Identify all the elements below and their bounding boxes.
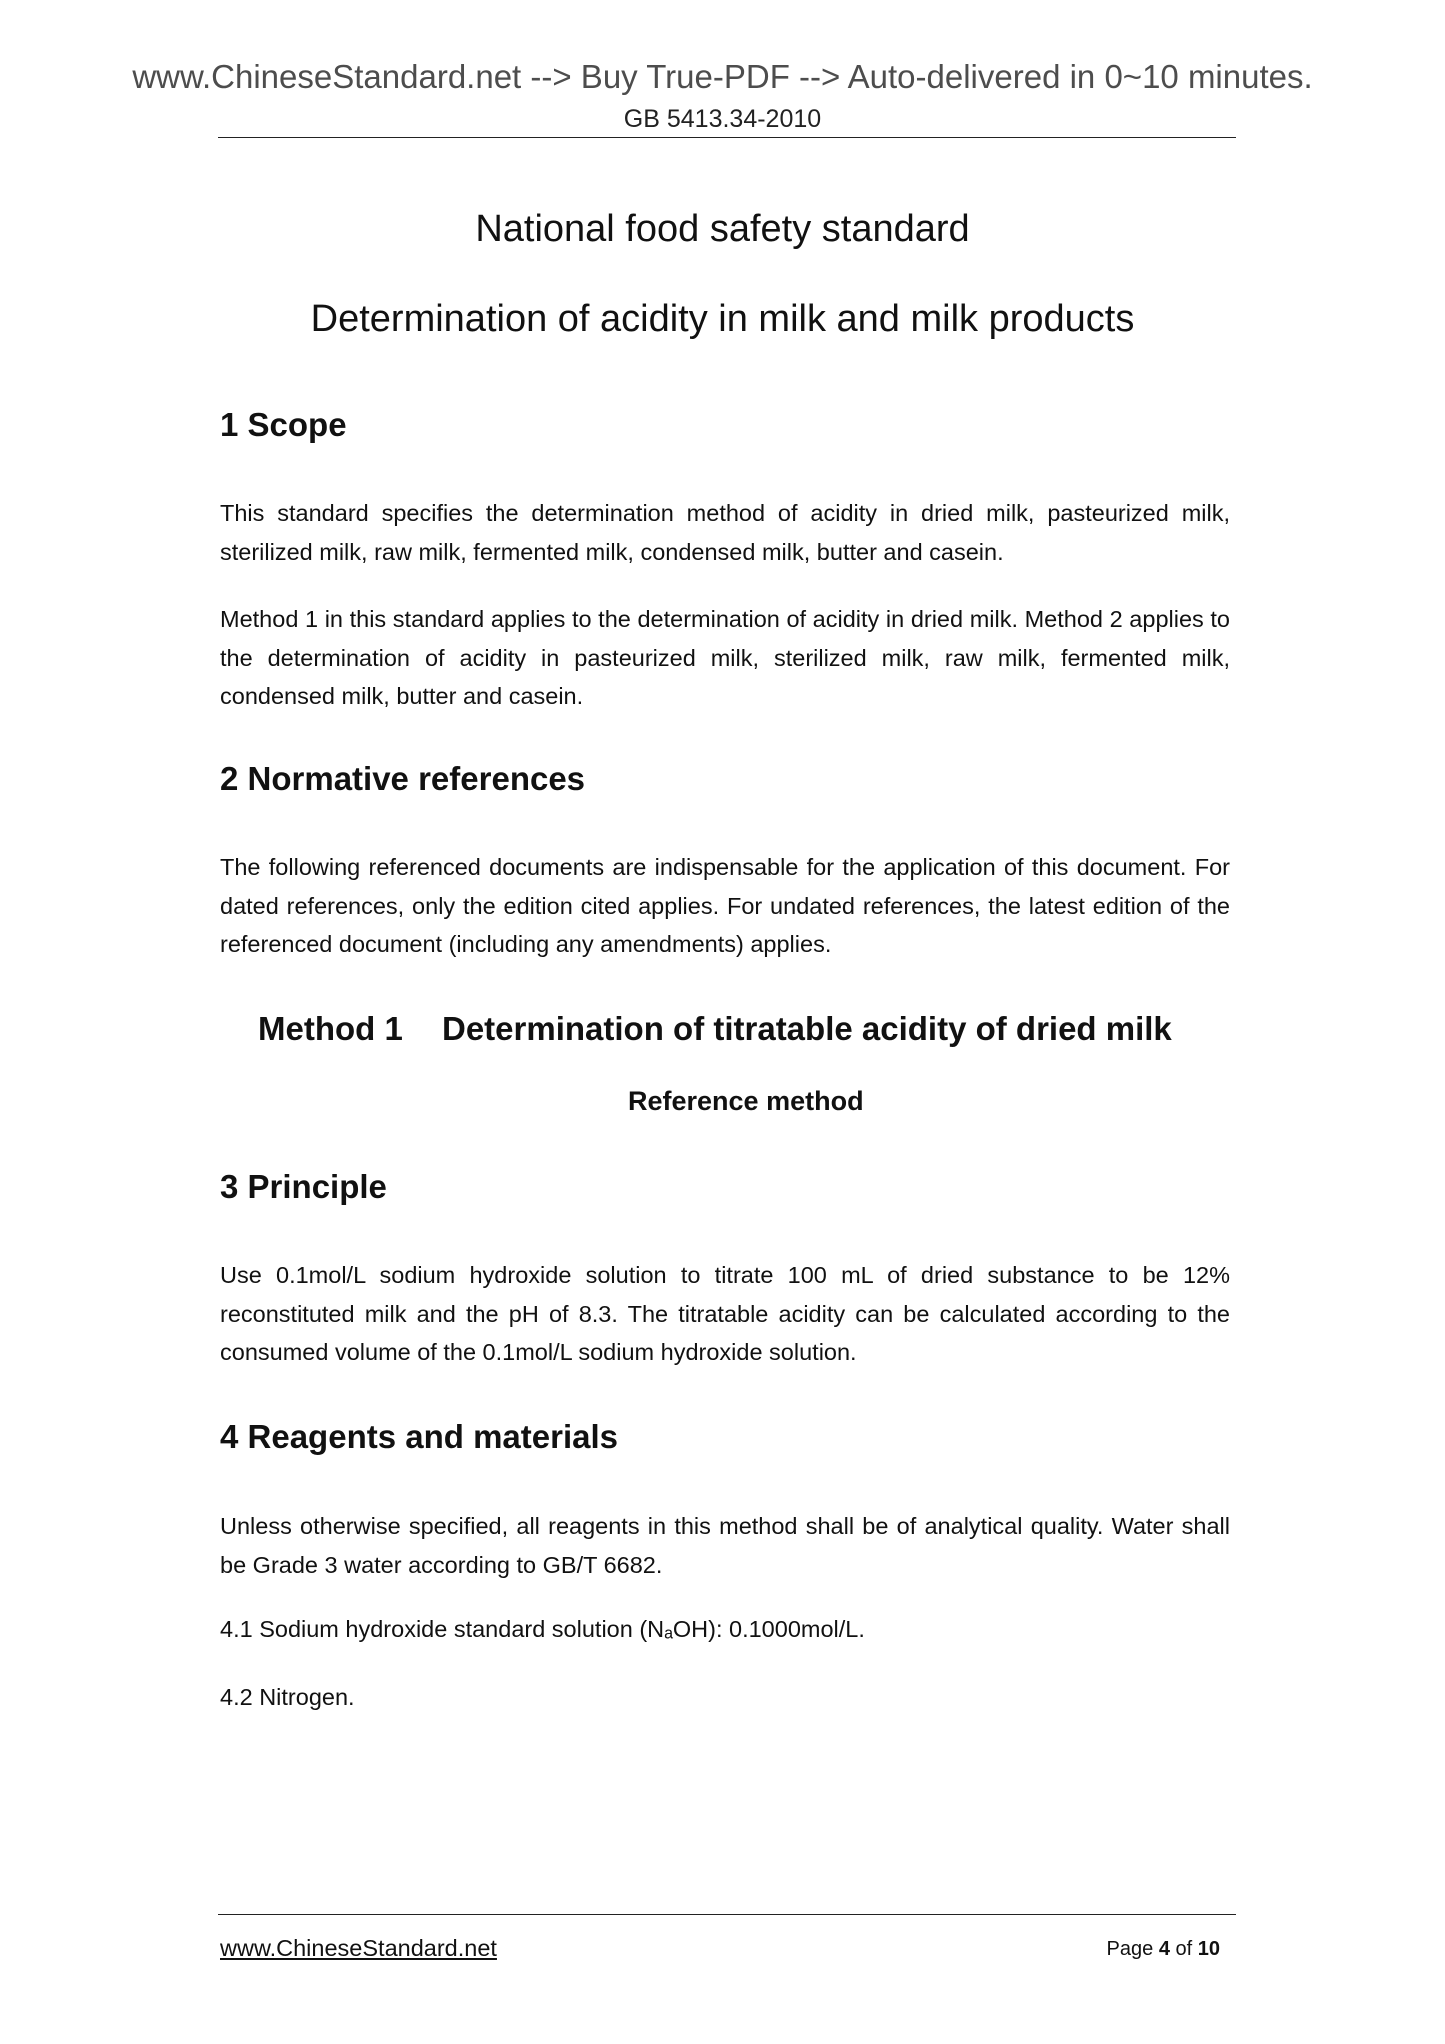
document-title-line2: Determination of acidity in milk and milk products [310,298,1135,340]
page-number [1107,1938,1220,1961]
header-divider [218,137,1236,138]
page-of: of [1175,1938,1193,1960]
section-heading-normative-references: 2 Normative references [220,760,586,797]
standard-code: GB 5413.34-2010 [623,105,822,133]
footer-website-link[interactable]: www.ChineseStandard.net [220,1935,497,1961]
reagent-item-4-2: 4.2 Nitrogen. [220,1684,355,1710]
page-prefix: Page [1106,1938,1154,1960]
header-banner: www.ChineseStandard.net --> Buy True-PDF --> Auto-delivered in 0~10 minutes. [132,58,1313,95]
method-1-title: Determination of titratable acidity of dried milk [442,1010,1172,1047]
method-1-subtitle: Reference method [628,1086,864,1116]
page-total: 10 [1197,1938,1220,1960]
method-1-label: Method 1 [258,1010,403,1047]
reagents-paragraph: Unless otherwise specified, all reagents in this method shall be of analytical quality. Water shall be Grade 3 water according to GB/T 6682. [220,1513,1230,1578]
section-heading-reagents: 4 Reagents and materials [220,1418,618,1455]
reagent-item-4-1: 4.1 Sodium hydroxide standard solution (NₐOH): 0.1000mol/L. [220,1616,865,1642]
scope-paragraph-1: This standard specifies the determination method of acidity in dried milk, pasteurized milk, sterilized milk, raw milk, fermented milk, condensed milk, butter and casein. [220,500,1230,565]
page-current: 4 [1158,1938,1170,1960]
section-heading-principle: 3 Principle [220,1168,387,1205]
normative-references-paragraph: The following referenced documents are indispensable for the application of this document. For dated references, only the edition cited applies. For undated references, the latest edition of the referenced document (including any amendments) applies. [220,854,1230,957]
principle-paragraph: Use 0.1mol/L sodium hydroxide solution to titrate 100 mL of dried substance to be 12% reconstituted milk and the pH of 8.3. The titratable acidity can be calculated according to the consumed volume of the 0.1mol/L sodium hydroxide solution. [220,1262,1230,1365]
footer-divider [218,1914,1236,1915]
document-title-line1: National food safety standard [475,208,970,250]
scope-paragraph-2: Method 1 in this standard applies to the determination of acidity in dried milk. Method 2 applies to the determination of acidity in pasteurized milk, sterilized milk, raw milk, fermented milk, condensed milk, butter and casein. [220,606,1230,709]
section-heading-scope: 1 Scope [220,406,347,443]
